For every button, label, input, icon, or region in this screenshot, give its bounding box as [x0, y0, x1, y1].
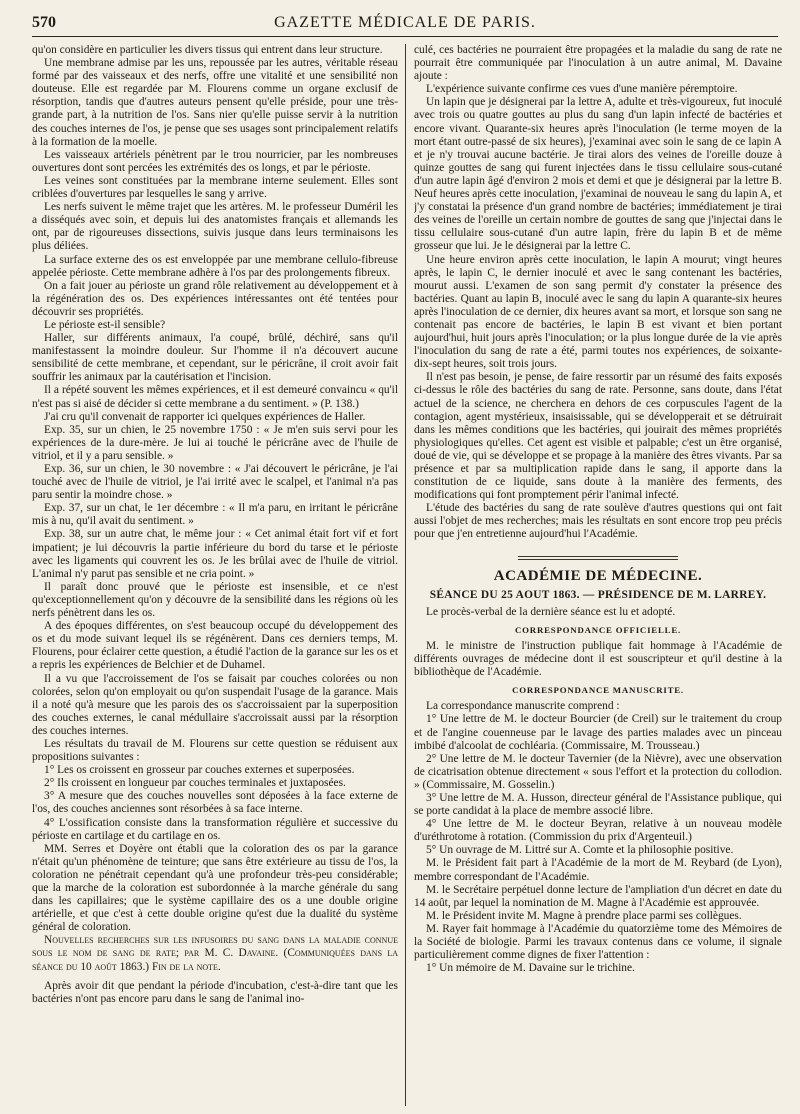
paragraph: Les vaisseaux artériels pénètrent par le trou nourricier, par les nombreuses ouvertures dont sont percées les extrémités des os longs, et par le périoste. [32, 148, 398, 174]
section-title: ACADÉMIE DE MÉDECINE. [493, 567, 703, 584]
section-divider [518, 556, 678, 560]
paragraph: On a fait jouer au périoste un grand rôle relativement au développement et à la régénération des os. Des expériences intéressantes ont été tentées pour découvrir ses propriétés. [32, 279, 398, 318]
proposition: 4° L'ossification consiste dans la transformation régulière et successive du périoste en cartilage et du cartilage en os. [32, 816, 398, 842]
list-item: 3° Une lettre de M. A. Husson, directeur général de l'Assistance publique, qui se porte candidat à la place de membre associé libre. [414, 791, 782, 818]
article-notice: Nouvelles recherches sur les infusoires du sang dans la maladie connue sous le nom de sang de rate; par M. C. Davaine. (Communiquées dans la séance du 10 août 1863.) Fin de la note. [32, 934, 398, 973]
list-item: M. le Président fait part à l'Académie de la mort de M. Reybard (de Lyon), membre correspondant de l'Académie. [414, 857, 782, 883]
experiment-paragraph: Exp. 36, sur un chien, le 30 novembre : « J'ai découvert le péricrâne, je l'ai touché avec de l'huile de vitriol, je l'ai irrité avec le scalpel, et l'animal n'a pas paru sentir la moindre chose. » [32, 463, 398, 502]
right-column [414, 44, 782, 1104]
proposition: 1° Les os croissent en grosseur par couches externes et superposées. [44, 764, 355, 777]
paragraph: Il paraît donc prouvé que le périoste est insensible, et ce n'est qu'exceptionnellement qu'on y découvre de la sensibilité dans les régions où les nerfs pénètrent dans les os. [32, 580, 398, 620]
session-heading: SÉANCE DU 25 AOUT 1863. — PRÉSIDENCE DE M. LARREY. [429, 588, 767, 601]
experiment-paragraph: Exp. 38, sur un autre chat, le même jour : « Cet animal était fort vif et fort impatient; je lui découvris la partie inférieure du bord du tarse et le périoste avec les ligaments qui couvrent les os. Je les brûlai avec de l'huile de vitriol. L'animal n'y parut pas sensible et ne cria point. » [32, 528, 398, 580]
list-item: La correspondance manuscrite comprend : [426, 700, 620, 713]
paragraph: M. le ministre de l'instruction publique fait hommage à l'Académie de différents ouvrages de médecine dont il est souscripteur et qu'il destine à la bibliothèque de l'Académie. [414, 639, 782, 679]
list-item: M. le Président invite M. Magne à prendre place parmi ses collègues. [426, 909, 742, 922]
paragraph: Un lapin que je désignerai par la lettre A, adulte et très-vigoureux, fut inoculé avec trois ou quatre gouttes au plus du sang d'un lapin infecté de bactéries et encore vivant. Quarante-six heures après l'inoculation (le terme moyen de la mort étant outre-passé de six heures), j'examinai avec soin le sang de ce lapin A et je n'y trouvai aucune bactérie. Je tirai alors des veines de l'oreille douze à quinze gouttes de sang qui furent injectées dans le tissu cellulaire sous-cutané d'un autre lapin âgé d'environ 2 mois et demi et que je désignerai par la lettre B. Neuf heures après cette inoculation, j'examinai de nouveau le sang du lapin A, et j'y constatai la présence d'un grand nombre de bactéries; immédiatement je tirai des veines de l'oreille un certain nombre de gouttes de sang que j'injectai dans le tissu cellulaire sous-cutané d'un autre lapin, frère du lapin B et de même grosseur que lui. Je le désignerai par la lettre C. [414, 96, 782, 253]
experiment-paragraph: Exp. 37, sur un chat, le 1er décembre : « Il m'a paru, en irritant le péricrâne mis à nu, qu'il avait du sentiment. » [32, 502, 398, 528]
paragraph: Le procès-verbal de la dernière séance est lu et adopté. [426, 605, 676, 618]
list-item: 5° Un ouvrage de M. Littré sur A. Comte et la philosophie positive. [426, 844, 734, 857]
page-number: 570 [32, 14, 56, 31]
paragraph: MM. Serres et Doyère ont établi que la coloration des os par la garance n'était qu'un phénomène de teinture; que sans être extérieure au tissu de l'os, la coloration ne pénétrait cependant qu'à une profondeur très-peu considérable; que la marche de la coloration est subordonnée à la marche générale du sang dans les capillaires; que le système capillaire des os a une double origine artérielle, et que c'est à cette double origine qu'est due la dualité du système général de coloration. [32, 842, 398, 934]
subheading-official: CORRESPONDANCE OFFICIELLE. [515, 624, 681, 635]
list-item: 2° Une lettre de M. le docteur Tavernier (de la Nièvre), avec une observation de cicatrisation obtenue directement « sous l'effort et la protection du collodion. » (Commissaire, M. Gosselin.) [414, 752, 782, 791]
paragraph: Il a vu que l'accroissement de l'os se faisait par couches colorées ou non colorées, selon qu'on employait ou qu'on suspendait l'usage de la garance. Mais il a noté qu'à mesure que les parois des os s'accroissaient par la superposition des couches externes, le canal médullaire s'accroissait aussi par la résorption des couches internes. [32, 672, 398, 737]
paragraph: Les veines sont constituées par la membrane interne seulement. Elles sont criblées d'ouvertures par lesquelles le sang y arrive. [32, 174, 398, 201]
paragraph: J'ai cru qu'il convenait de rapporter ici quelques expériences de Haller. [44, 410, 366, 423]
paragraph: Après avoir dit que pendant la période d'incubation, c'est-à-dire tant que les bactéries n'ont pas encore paru dans le sang de l'animal ino- [32, 979, 398, 1005]
subheading-manuscript: CORRESPONDANCE MANUSCRITE. [512, 685, 684, 696]
paragraph: culé, ces bactéries ne pourraient être propagées et la maladie du sang de rate ne pourrait être communiquée par l'inoculation à un autre animal, M. Davaine ajoute : [414, 44, 782, 83]
paragraph: Le périoste est-il sensible? [44, 318, 166, 331]
left-column [32, 44, 398, 1104]
proposition: 2° Ils croissent en longueur par couches terminales et juxtaposées. [44, 777, 346, 790]
proposition: 3° A mesure que des couches nouvelles sont déposées à la face externe de l'os, des couches anciennes sont résorbées à sa face interne. [32, 790, 398, 816]
paragraph: Les nerfs suivent le même trajet que les artères. M. le professeur Duméril les a disséqués avec soin, et depuis lui des anatomistes français et allemands les ont, par de rigoureuses dissections, suivis jusque dans leurs terminaisons les plus déliées. [32, 201, 398, 253]
paragraph: Haller, sur différents animaux, l'a coupé, brûlé, déchiré, sans qu'il manifestassent la moindre douleur. Sur l'homme il n'a découvert aucune sensibilité de cette membrane, et cependant, sur le péricrâne, il croit avoir fait souffrir les animaux par la cautérisation et l'incision. [32, 332, 398, 384]
paragraph: L'étude des bactéries du sang de rate soulève d'autres questions qui ont fait aussi l'objet de mes recherches; mais les résultats en sont encore trop peu précis pour que j'en entretienne aujourd'hui l'Académie. [414, 502, 782, 541]
list-item: M. le Secrétaire perpétuel donne lecture de l'ampliation d'un décret en date du 14 août, par lequel la nomination de M. Magne à l'Académie est approuvée. [414, 883, 782, 909]
page-header [32, 14, 778, 37]
paragraph: Une heure environ après cette inoculation, le lapin A mourut; vingt heures après, le lapin C, le dernier inoculé et avec le sang contenant les bactéries, mourut aussi. L'examen de son sang permit d'y constater la présence des bactéries. Quant au lapin B, inoculé avec le sang du lapin A quarante-six heures après l'inoculation de ce dernier, dix heures avant sa mort, et lorsque son sang ne contenait pas encore de bactéries, le lapin B est vivant et bien portant aujourd'hui, huit jours après l'inoculation; or la plus longue durée de la vie après l'inoculation du sang de rate a été, parmi toutes nos expériences, de soixante-dix-sept heures, soit trois jours. [414, 253, 782, 371]
paragraph: Une membrane admise par les uns, repoussée par les autres, véritable réseau formé par des vaisseaux et des nerfs, offre une vitalité et une sensibilité non douteuse. Elle est regardée par M. Flourens comme un organe exclusif de résorption, tandis que d'autres auteurs pensent qu'elle préside, pour une très-grande part, à la nutrition de l'os. Sans nier qu'elle puisse servir à la nutrition des couches internes de l'os, je pense que ses usages sont principalement relatifs à la formation de la moelle. [32, 57, 398, 148]
list-item: 1° Une lettre de M. le docteur Bourcier (de Creil) sur le traitement du croup et de l'angine couenneuse par le lavage des parties malades avec un pinceau imbibé d'alcoolat de cochléaria. (Commissaire, M. Trousseau.) [414, 713, 782, 752]
paragraph: Il n'est pas besoin, je pense, de faire ressortir par un résumé des faits exposés ci-dessus le rôle des bactéries du sang de rate. Personne, sans doute, dans l'état actuel de la science, ne cherchera en dehors de ces corpuscules l'agent de la contagion, agent mystérieux, insaisissable, qui se développerait et se détruirait dans les mêmes conditions que les bactéries, qui jouirait des mêmes propriétés physiologiques qu'elles. Cet agent est visible et palpable; c'est un être organisé, doué de vie, qui se développe et se propage à la manière des êtres vivants. Par sa présence et par sa multiplication rapide dans le sang, il apporte dans la constitution de ce liquide, sans doute à la manière des ferments, des modifications qui font promptement périr l'animal infecté. [414, 371, 782, 502]
paragraph: L'expérience suivante confirme ces vues d'une manière péremptoire. [426, 83, 738, 96]
experiment-paragraph: Exp. 35, sur un chien, le 25 novembre 1750 : « Je m'en suis servi pour les expériences de la dure-mère. Je lui ai touché le péricrâne avec de l'huile de vitriol, et il y a paru sensible. » [32, 423, 398, 462]
column-rule [405, 44, 406, 1106]
running-title: GAZETTE MÉDICALE DE PARIS. [274, 14, 536, 31]
paragraph: qu'on considère en particulier les divers tissus qui entrent dans leur structure. [32, 44, 383, 56]
list-item: 1° Un mémoire de M. Davaine sur le trichine. [426, 962, 635, 975]
paragraph: A des époques différentes, on s'est beaucoup occupé du développement des os et du mode suivant lequel ils se régénèrent. Dans ces derniers temps, M. Flourens, pour éclairer cette question, a étudié l'action de la garance sur les os et a repris les expériences de Belchier et de Duhamel. [32, 620, 398, 672]
paragraph: Il a répété souvent les mêmes expériences, et il est demeuré convaincu « qu'il n'est pas si aisé de décider si cette membrane a du sentiment. » (P. 138.) [32, 384, 398, 410]
paragraph: Les résultats du travail de M. Flourens sur cette question se réduisent aux propositions suivantes : [32, 737, 398, 764]
list-item: M. Rayer fait hommage à l'Académie du quatorzième tome des Mémoires de la Société de biologie. Parmi les travaux contenus dans ce volume, il signale particulièrement comme dignes de fixer l'attention : [414, 922, 782, 962]
list-item: 4° Une lettre de M. le docteur Beyran, relative à un nouveau modèle d'uréthrotome à rotation. (Commission du prix d'Argenteuil.) [414, 818, 782, 844]
paragraph: La surface externe des os est enveloppée par une membrane cellulo-fibreuse appelée périoste. Cette membrane adhère à l'os par des prolongements fibreux. [32, 253, 398, 279]
